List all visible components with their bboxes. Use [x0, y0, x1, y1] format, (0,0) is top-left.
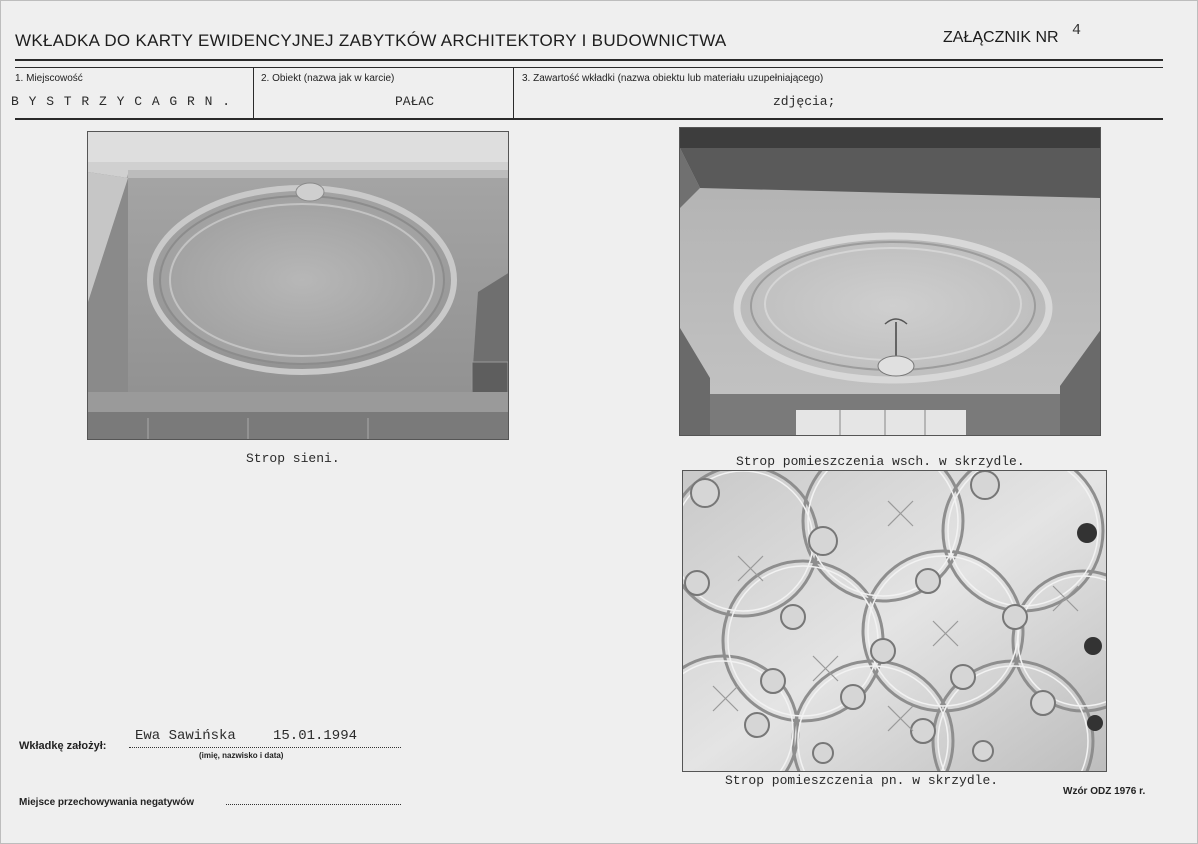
created-by-name: Ewa Sawińska — [135, 728, 236, 744]
header-rule-second — [15, 67, 1163, 68]
photo-hall-ceiling — [87, 131, 509, 440]
photo-north-room-ceiling — [682, 470, 1107, 772]
created-date: 15.01.1994 — [273, 728, 358, 744]
contents-label: 3. Zawartość wkładki (nazwa obiektu lub materiału uzupełniającego) — [522, 73, 824, 84]
annex-label: ZAŁĄCZNIK NR — [943, 29, 1059, 46]
header-rule-top — [15, 59, 1163, 61]
created-by-line — [129, 747, 401, 748]
form-code: Wzór ODZ 1976 r. — [1063, 786, 1146, 797]
created-by-label: Wkładkę założył: — [19, 740, 107, 752]
field-divider-2 — [513, 67, 514, 119]
fields-rule-bottom — [15, 118, 1163, 120]
caption-photo-3: Strop pomieszczenia pn. w skrzydle. — [725, 773, 999, 788]
field-divider-1 — [253, 67, 254, 119]
annex-number: 4 — [1072, 22, 1082, 39]
form-title: WKŁADKA DO KARTY EWIDENCYJNEJ ZABYTKÓW ARCHITEKTORY I BUDOWNICTWA — [15, 31, 727, 50]
photo-east-room-ceiling — [679, 127, 1101, 436]
object-value: PAŁAC — [395, 94, 435, 109]
locality-label: 1. Miejscowość — [15, 73, 83, 84]
negatives-label: Miejsce przechowywania negatywów — [19, 797, 195, 808]
negatives-line — [226, 804, 401, 805]
locality-value: B Y S T R Z Y C A G R N . — [11, 94, 232, 109]
object-label: 2. Obiekt (nazwa jak w karcie) — [261, 73, 395, 84]
caption-photo-1: Strop sieni. — [246, 451, 340, 466]
contents-value: zdjęcia; — [773, 94, 836, 109]
caption-photo-2: Strop pomieszczenia wsch. w skrzydle. — [736, 454, 1025, 469]
created-by-sublabel: (imię, nazwisko i data) — [199, 751, 284, 760]
